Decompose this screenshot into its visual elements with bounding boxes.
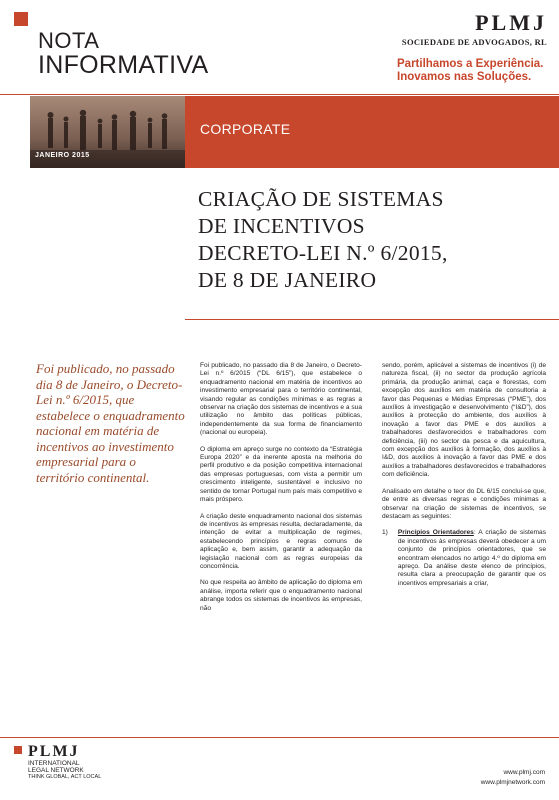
article-title: [198, 186, 538, 294]
paragraph: Foi publicado, no passado dia 8 de Janeiro, o Decreto-Lei n.º 6/2015 (“DL 6/15”), que estabelece o enquadramento nacional em matéria de incentivos ao investimento empresarial para o território continental, visando regular as condições mínimas e as regras a observar na criação dos sistemas de incentivos e a sua utilização no âmbito das políticas públicas, independentemente da sua forma de financiamento (nacional ou europeia).: [200, 362, 362, 437]
tagline: [397, 58, 547, 84]
network-logo: [28, 744, 101, 781]
paragraph: No que respeita ao âmbito de aplicação do diploma em análise, importa referir que o enquadramento nacional abrange todos os sistemas de incentivos às empresas, não: [200, 579, 362, 612]
firm-brand: [402, 10, 547, 47]
network-website-link[interactable]: www.plmjnetwork.com: [480, 779, 545, 786]
tagline-line1: Partilhamos a Experiência.: [397, 58, 544, 70]
firm-logo: PLMJ: [475, 10, 547, 35]
header-divider: [0, 94, 559, 95]
paragraph: sendo, porém, aplicável a sistemas de incentivos (i) de natureza fiscal, (ii) no sector da produção agrícola primária, da produção animal, caça e florestas, com excepção dos auxílios em matéria de consultoria a favor das Pequenas e Médias Empresas (“PME”), dos auxílios à investigação e desenvolvimento (“I&D”), dos auxílios à protecção do ambiente, dos auxílios à inovação a favor das PME e dos auxílios a trabalhadores desfavorecidos e trabalhadores com deficiência, (iii) no sector da pesca e da aquicultura, com excepção dos auxílios à formação, dos auxílios à I&D, dos auxílios à inovação a favor das PME e dos auxílios a trabalhadores desfavorecidos e trabalhadores com deficiência.: [382, 362, 546, 479]
section-label: CORPORATE: [200, 121, 291, 137]
list-item: [382, 529, 546, 588]
firm-subtitle: SOCIEDADE DE ADVOGADOS, RL: [401, 37, 547, 47]
website-link[interactable]: www.plmj.com: [503, 769, 545, 776]
title-divider: [185, 319, 559, 320]
list-item-number: 1): [382, 529, 388, 537]
footer-links: [481, 768, 545, 788]
paragraph: A criação deste enquadramento nacional dos sistemas de incentivos às empresas resulta, declaradamente, da intenção de evitar a multiplicação de regimes, estabelecendo princípios e regras comuns de aplicação e, bem assim, garantir a adequação da legislação nacional com as regras europeias da concorrência.: [200, 512, 362, 570]
network-line1: INTERNATIONAL: [28, 760, 80, 767]
body-column-2: [382, 362, 546, 588]
brand-square: [14, 12, 28, 26]
list-item-text: [398, 529, 546, 588]
network-line2: LEGAL NETWORK: [28, 767, 84, 774]
paragraph: O diploma em apreço surge no contexto da “Estratégia Europa 2020” e da inerente aposta na melhoria do perfil produtivo e da posição competitiva internacional das empresas portuguesas, com vista a permitir um crescimento inteligente, sustentável e inclusivo no sentido de tornar Portugal num país mais competitivo e mais próspero.: [200, 445, 362, 504]
document-type-title: [38, 30, 208, 78]
list-item-body: : A criação de sistemas de incentivos às empresas deverá obedecer a um conjunto de princípios orientadores, que se encontram elencados no artigo 4.º do diploma em apreço. Da análise deste elenco de princípios, resulta clara a preocupação de garantir que os incentivos empresariais a criar,: [397, 529, 546, 587]
article-title-line4: DE 8 DE JANEIRO: [198, 268, 377, 292]
network-logo-name: PLMJ: [28, 743, 80, 760]
footer-brand-square: [14, 746, 22, 754]
issue-date: JANEIRO 2015: [35, 152, 90, 159]
article-title-line2: DE INCENTIVOS: [198, 214, 365, 238]
title-line2: INFORMATIVA: [38, 51, 209, 79]
body-column-1: [200, 362, 362, 621]
article-title-line1: CRIAÇÃO DE SISTEMAS: [198, 187, 444, 211]
footer-divider: [0, 737, 559, 738]
tagline-line2: Inovamos nas Soluções.: [397, 71, 532, 83]
pull-quote: Foi publicado, no passado dia 8 de Janeiro, o Decreto-Lei n.º 6/2015, que estabelece o enquadramento nacional em matéria de incentivos ao investimento empresarial para o território continental.: [36, 361, 185, 485]
list-item-title: Princípios Orientadores: [397, 529, 474, 537]
article-title-line3: DECRETO-LEI N.º 6/2015,: [198, 241, 448, 265]
network-slogan: THINK GLOBAL, ACT LOCAL: [28, 774, 102, 780]
paragraph: Analisado em detalhe o teor do DL 6/15 conclui-se que, de entre as diversas regras e condições mínimas a observar na criação de sistemas de incentivos, se destacam as seguintes:: [382, 487, 546, 520]
title-line1: NOTA: [38, 28, 100, 53]
